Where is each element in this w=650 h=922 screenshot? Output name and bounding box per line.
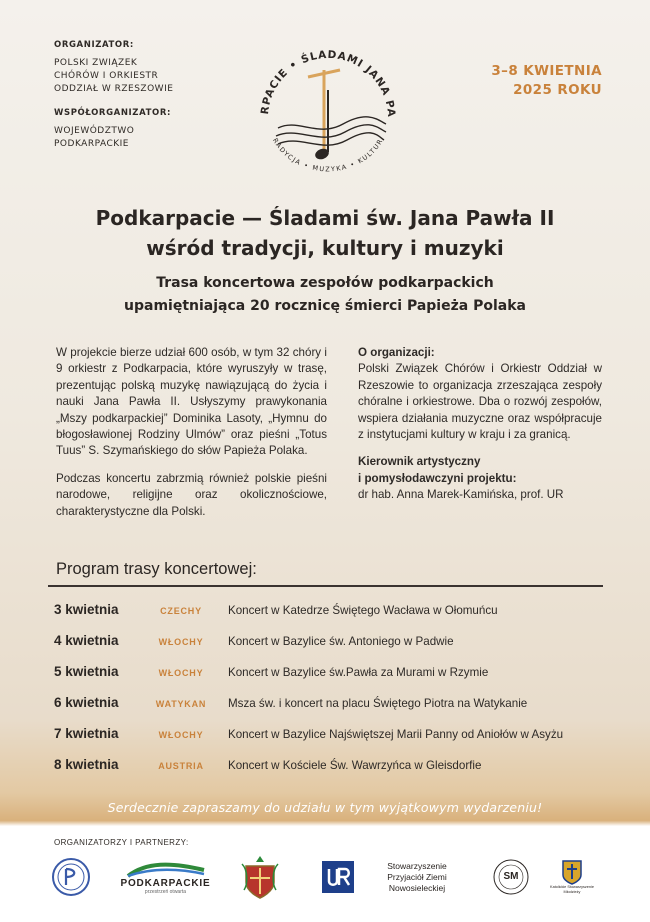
director-heading: Kierownik artystyczny [358, 455, 481, 469]
diocese-coat-of-arms-icon [238, 852, 282, 902]
program-row [48, 594, 608, 625]
program-country: CZECHY [160, 606, 202, 616]
organizer-line: ODDZIAŁ W RZESZOWIE [54, 84, 174, 94]
podkarpackie-name: PODKARPACKIE [120, 877, 211, 889]
society-logo [378, 852, 456, 902]
program-description: Koncert w Katedrze Świętego Wacława w Ołomuńcu [228, 604, 498, 617]
coorganizer-label: WSPÓŁORGANIZATOR: [54, 108, 171, 118]
sm-initials: SM [503, 871, 519, 882]
program-date: 7 kwietnia [54, 726, 119, 741]
partners-label: ORGANIZATORZY I PARTNERZY: [54, 838, 189, 847]
description-paragraph: Podczas koncertu zabrzmią również polskie pieśni narodowe, religijne oraz okolicznościowe, charakterystyczne dla Polski. [56, 471, 327, 518]
coorganizer-line: WOJEWÓDZTWO [54, 126, 135, 136]
kcsm-logo [546, 852, 598, 902]
organizer-block [54, 40, 224, 151]
society-name: Stowarzyszenie [387, 860, 447, 871]
program-country: WŁOCHY [158, 668, 204, 678]
organization-info [358, 345, 602, 504]
director-heading: i pomysłodawczyni projektu: [358, 471, 517, 485]
organizer-line: POLSKI ZWIĄZEK [54, 58, 138, 68]
society-name: Przyjaciół Ziemi [387, 871, 447, 882]
project-description [56, 345, 327, 531]
description-paragraph: W projekcie bierze udział 600 osób, w tym 32 chóry i 9 orkiestr z Podkarpacia, które wyruszyły w trasę, prezentując polską muzykę nawiązującą do życia i nauki Jana Pawła II. Usłyszymy prawykonania „Mszy podkarpackiej” Dominika Lasoty, „Hymnu do błogosławionej Rodziny Ulmów” oraz pieśni „Totus Tuus” S. Szymańskiego do słów Papieża Polaka. [56, 346, 327, 458]
organizer-label: ORGANIZATOR: [54, 40, 134, 50]
program-description: Koncert w Bazylice Najświętszej Marii Panny od Aniołów w Asyżu [228, 728, 564, 741]
program-row [48, 718, 608, 749]
page-subtitle [20, 272, 630, 318]
subtitle-line: Trasa koncertowa zespołów podkarpackich [156, 275, 494, 291]
program-row [48, 687, 608, 718]
pzchio-logo [50, 852, 92, 902]
program-country: WATYKAN [155, 699, 207, 709]
kcsm-name: Katolickie Stowarzyszenie Młodzieży [550, 885, 594, 894]
program-divider [48, 585, 603, 587]
subtitle-line: upamiętniająca 20 rocznicę śmierci Papieża Polaka [124, 298, 526, 314]
program-country: AUSTRIA [158, 761, 204, 771]
invitation-text: Serdecznie zapraszamy do udziału w tym wyjątkowym wydarzeniu! [107, 800, 543, 815]
logo-motto-text: RADYCJA • MUZYKA • KULTUR [270, 136, 385, 174]
program-row [48, 749, 608, 780]
program-date: 4 kwietnia [54, 633, 119, 648]
about-heading: O organizacji: [358, 346, 435, 359]
podkarpackie-logo [118, 852, 213, 902]
program-date: 6 kwietnia [54, 695, 119, 710]
program-description: Msza św. i koncert na placu Świętego Piotra na Watykanie [228, 697, 528, 710]
society-name: Nowosieleckiej [388, 882, 446, 893]
dates-year: 2025 ROKU [513, 82, 602, 98]
program-description: Koncert w Bazylice św. Antoniego w Padwie [228, 635, 454, 648]
program-description: Koncert w Kościele Św. Wawrzyńca w Gleisdorfie [228, 759, 482, 772]
program-row [48, 625, 608, 656]
program-country: WŁOCHY [158, 637, 204, 647]
program-date: 5 kwietnia [54, 664, 119, 679]
event-dates [442, 62, 602, 100]
program-list [48, 594, 608, 780]
dates-line: 3–8 KWIETNIA [491, 63, 602, 79]
coorganizer-line: PODKARPACKIE [54, 139, 129, 149]
director-name: dr hab. Anna Marek-Kamińska, prof. UR [358, 488, 564, 502]
ur-university-logo [320, 852, 356, 902]
podkarpackie-tagline: przestrzeń otwarta [144, 888, 187, 895]
title-line: wśród tradycji, kultury i muzyki [146, 236, 504, 260]
sm-choir-logo [490, 852, 532, 902]
program-date: 3 kwietnia [54, 602, 119, 617]
program-date: 8 kwietnia [54, 757, 119, 772]
program-description: Koncert w Bazylice św.Pawła za Murami w Rzymie [228, 666, 489, 679]
title-line: Podkarpacie — Śladami św. Jana Pawła II [95, 206, 555, 230]
event-logo [248, 20, 408, 185]
page-title [20, 203, 630, 263]
program-country: WŁOCHY [158, 730, 204, 740]
organizer-line: CHÓRÓW I ORKIESTR [54, 71, 159, 81]
about-text: Polski Związek Chórów i Orkiestr Oddział w Rzeszowie to organizacja zrzeszająca zespoły chóralne i orkiestrowe. Dba o rozwój zespołów, wspiera działania muzyczne oraz współpracuje z instytucjami kultury w kraju i za granicą. [358, 362, 602, 442]
program-row [48, 656, 608, 687]
program-title: Program trasy koncertowej: [56, 560, 257, 578]
logo-arc-text: RPACIE • ŚLADAMI JANA PA [258, 48, 398, 118]
